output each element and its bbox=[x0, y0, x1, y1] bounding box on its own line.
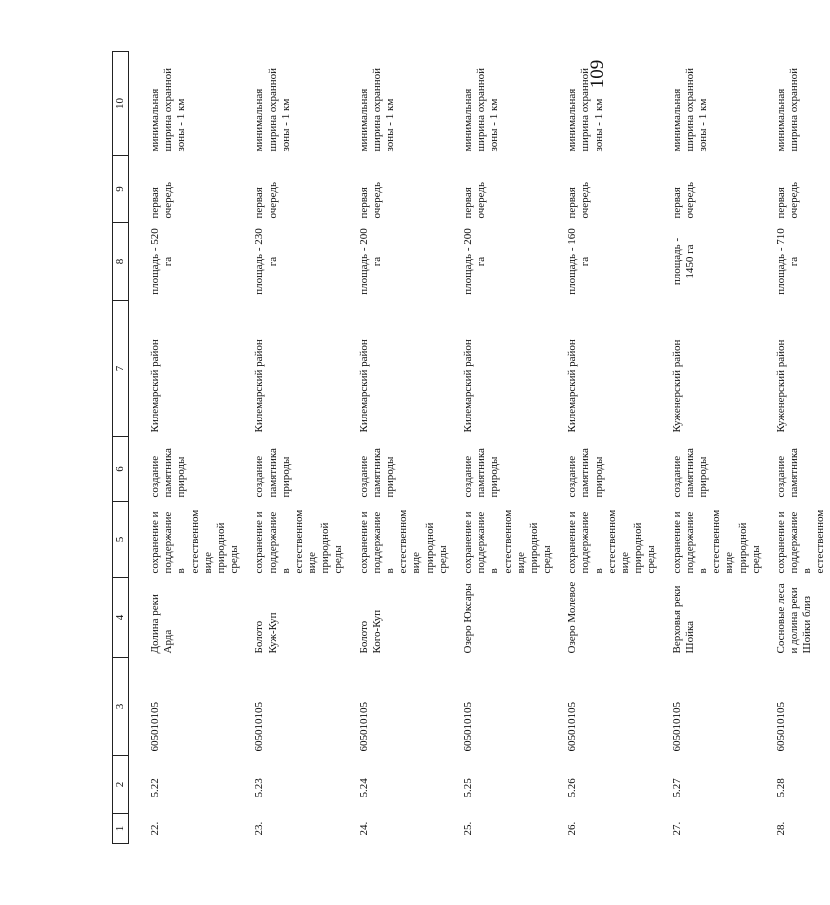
district: Килемарский район bbox=[253, 339, 266, 433]
oktmo-code: 605010105 bbox=[253, 702, 266, 752]
table-row bbox=[556, 52, 660, 844]
item-code: 5.27 bbox=[670, 778, 683, 798]
purpose: сохранение и поддержание в естественном виде природной среды bbox=[357, 509, 449, 574]
action: создание памятника bbox=[774, 448, 801, 498]
row-index: 22. bbox=[149, 821, 161, 836]
district: Килемарский район bbox=[461, 339, 474, 433]
column-number: 9 bbox=[113, 156, 129, 223]
row-index: 24. bbox=[357, 821, 370, 836]
purpose: сохранение и поддержание в естественном виде природной среды bbox=[253, 509, 345, 574]
table-row bbox=[661, 52, 765, 844]
purpose: сохранение и поддержание в естественном виде природной среды bbox=[670, 509, 762, 574]
stage: первая очередь bbox=[357, 182, 383, 219]
column-number-row bbox=[113, 52, 129, 844]
protected-areas-table bbox=[112, 51, 830, 844]
area: площадь - 230 га bbox=[253, 228, 279, 295]
district: Куженерский район bbox=[774, 339, 787, 433]
protection-zone: минимальная ширина охранной зоны - 1 км bbox=[357, 67, 396, 152]
rotated-table-container bbox=[112, 52, 827, 844]
oktmo-code: 605010105 bbox=[566, 702, 579, 752]
column-number: 7 bbox=[113, 301, 129, 437]
column-number: 10 bbox=[113, 52, 129, 156]
row-index: 25. bbox=[461, 821, 474, 836]
action: создание памятника природы bbox=[357, 448, 396, 498]
protection-zone: минимальная ширина охранной зоны - 1 км bbox=[670, 67, 709, 152]
oktmo-code: 605010105 bbox=[149, 702, 161, 752]
stage: первая очередь bbox=[566, 182, 592, 219]
item-code: 5.28 bbox=[774, 778, 787, 798]
column-number: 5 bbox=[113, 502, 129, 578]
purpose: сохранение и поддержание в естественном виде природной среды bbox=[149, 509, 241, 574]
stage: первая очередь bbox=[149, 182, 175, 219]
purpose: сохранение и поддержание в естественном виде природной среды bbox=[461, 509, 554, 574]
row-index: 26. bbox=[566, 821, 579, 836]
object-name: Озеро Молевое bbox=[566, 581, 579, 654]
page-number: 109 bbox=[587, 59, 608, 89]
protection-zone: минимальная ширина охранной зоны - 1 км bbox=[461, 67, 501, 152]
column-number: 1 bbox=[113, 814, 129, 844]
column-number: 2 bbox=[113, 756, 129, 814]
row-index: 23. bbox=[253, 821, 266, 836]
object-name: Болото Куж‑Куп bbox=[253, 612, 279, 654]
table-row bbox=[243, 52, 347, 844]
item-code: 5.23 bbox=[253, 778, 266, 798]
protection-zone: минимальная ширина охранной зоны - 1 км bbox=[149, 67, 188, 152]
object-name: Озеро Юксары bbox=[461, 583, 474, 654]
stage: первая очередь bbox=[670, 182, 696, 219]
column-number: 6 bbox=[113, 437, 129, 502]
item-code: 5.22 bbox=[149, 778, 161, 798]
action: создание памятника природы bbox=[566, 448, 605, 498]
district: Куженерский район bbox=[670, 339, 683, 433]
action: создание памятника природы bbox=[670, 448, 709, 498]
district: Килемарский район bbox=[566, 339, 579, 433]
oktmo-code: 605010105 bbox=[670, 702, 683, 752]
action: создание памятника природы bbox=[149, 448, 188, 498]
object-name: Сосновые леса и долина реки Шойки близ bbox=[774, 583, 814, 654]
table-row bbox=[348, 52, 452, 844]
oktmo-code: 605010105 bbox=[774, 702, 787, 752]
protection-zone: минимальная ширина охранной bbox=[774, 67, 801, 152]
table-row bbox=[129, 52, 244, 844]
action: создание памятника природы bbox=[461, 448, 501, 498]
table-row bbox=[452, 52, 556, 844]
oktmo-code: 605010105 bbox=[461, 702, 474, 752]
area: площадь - 710 га bbox=[774, 228, 801, 295]
object-name: Верховья реки Шойка bbox=[670, 585, 696, 654]
purpose: сохранение и поддержание в естественном bbox=[774, 509, 827, 574]
row-index: 27. bbox=[670, 821, 683, 836]
item-code: 5.24 bbox=[357, 778, 370, 798]
stage: первая очередь bbox=[774, 182, 801, 219]
area: площадь - 200 га bbox=[461, 228, 488, 295]
area: площадь - 1450 га bbox=[670, 237, 696, 286]
action: создание памятника природы bbox=[253, 448, 292, 498]
district: Килемарский район bbox=[357, 339, 370, 433]
area: площадь - 200 га bbox=[357, 228, 383, 295]
stage: первая очередь bbox=[253, 182, 279, 219]
item-code: 5.26 bbox=[566, 778, 579, 798]
column-number: 3 bbox=[113, 658, 129, 756]
purpose: сохранение и поддержание в естественном виде природной среды bbox=[566, 509, 658, 574]
stage: первая очередь bbox=[461, 182, 488, 219]
oktmo-code: 605010105 bbox=[357, 702, 370, 752]
object-name: Долина реки Арда bbox=[149, 594, 175, 654]
object-name: Болото Кого‑Куп bbox=[357, 609, 383, 654]
row-index: 28. bbox=[774, 821, 787, 836]
item-code: 5.25 bbox=[461, 778, 474, 798]
district: Килемарский район bbox=[149, 339, 161, 433]
column-number: 8 bbox=[113, 223, 129, 301]
table-row bbox=[765, 52, 830, 844]
area: площадь - 520 га bbox=[149, 228, 175, 295]
protection-zone: минимальная ширина охранной зоны - 1 км bbox=[253, 67, 292, 152]
area: площадь - 160 га bbox=[566, 228, 592, 295]
column-number: 4 bbox=[113, 578, 129, 658]
protection-zone: минимальная ширина охранной зоны - 1 км bbox=[566, 67, 605, 152]
